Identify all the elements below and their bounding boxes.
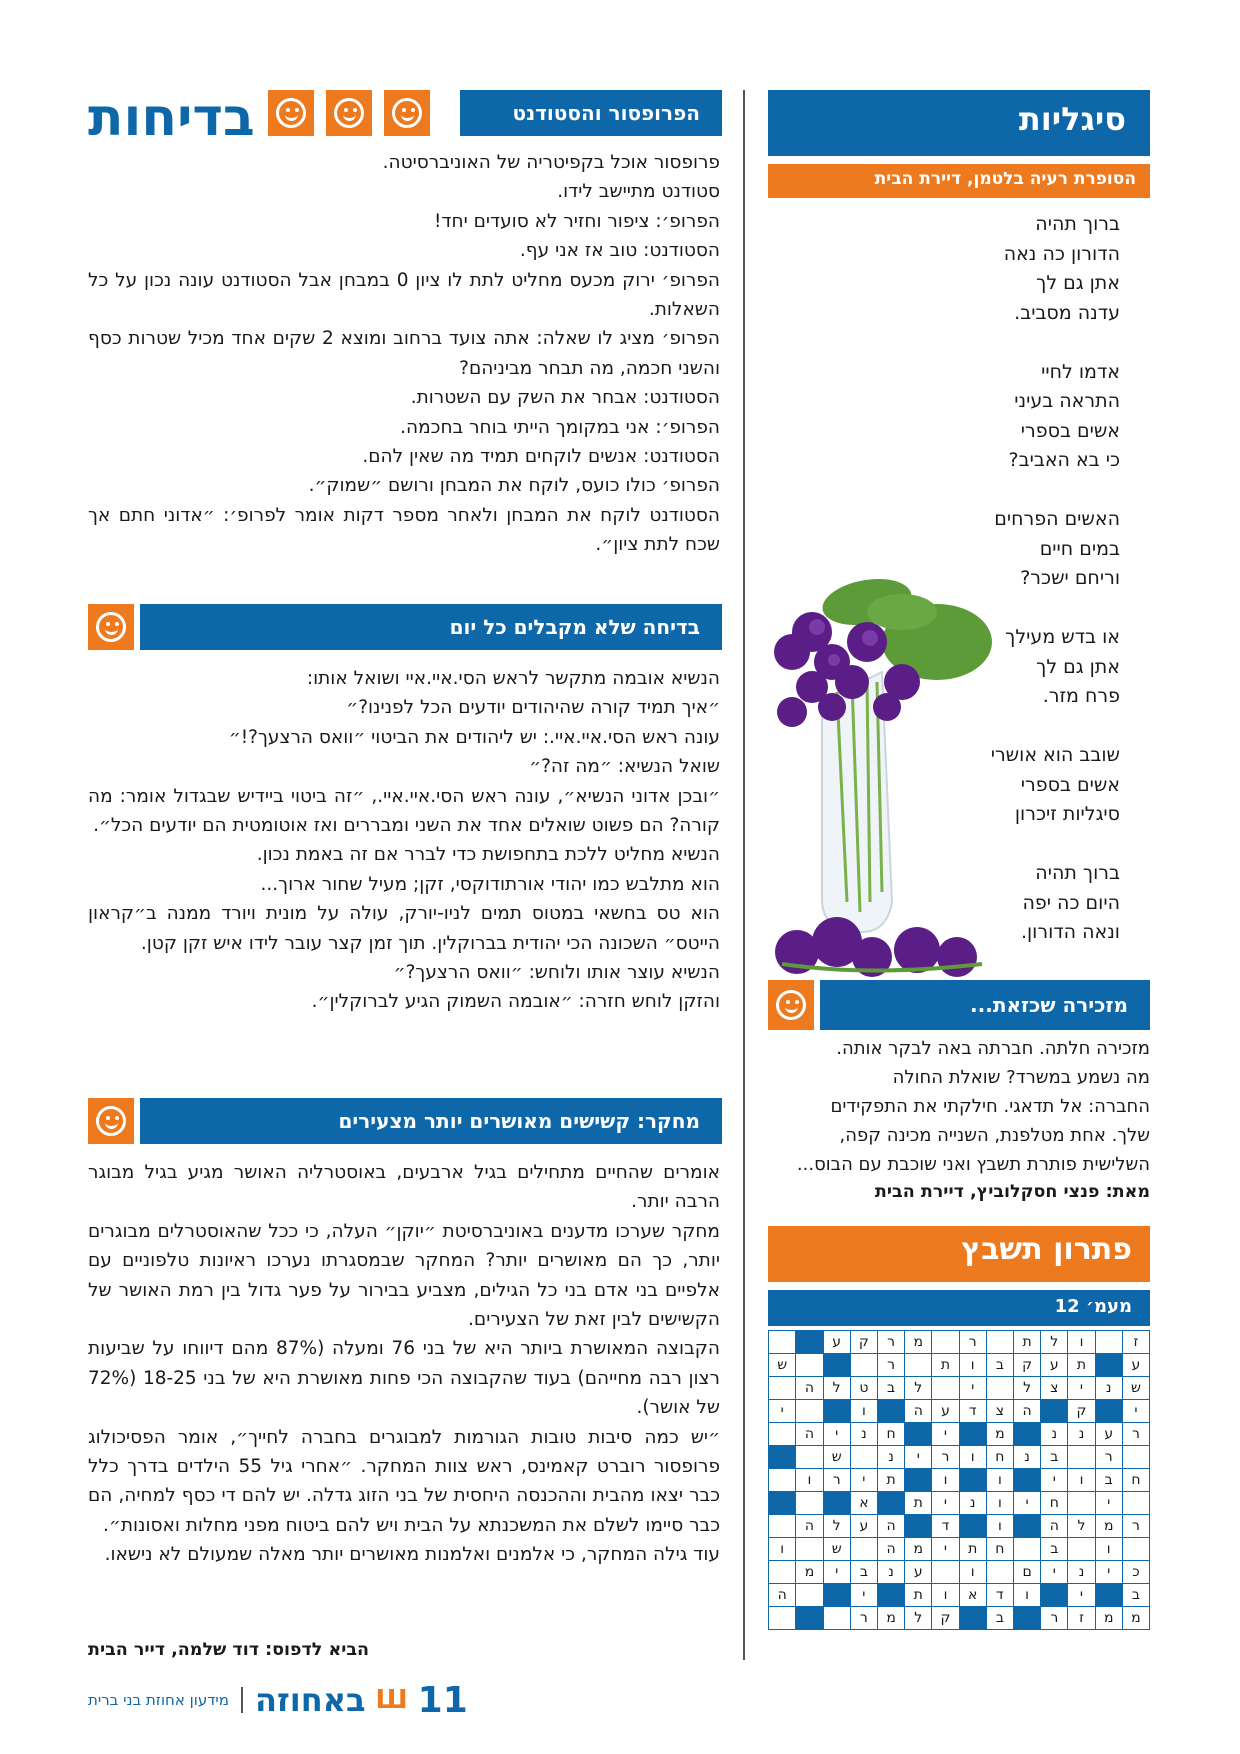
poem-line: ברוך תהיה	[1035, 862, 1120, 884]
crossword-cell	[769, 1515, 796, 1538]
crossword-cell	[932, 1377, 959, 1400]
crossword-cell	[905, 1354, 932, 1377]
crossword-cell: ו	[1013, 1584, 1040, 1607]
crossword-row	[769, 1584, 1150, 1607]
crossword-cell	[1095, 1354, 1122, 1377]
crossword-cell: ו	[796, 1469, 823, 1492]
text-line: הפרופ׳ ירוק מכעס מחליט לתת לו ציון 0 במבחן אבל הסטודנט עונה נכון על כל השאלות.	[88, 269, 721, 321]
text-line: ״יש כמה סיבות טובות הגורמות למבוגרים בחברה לחייך״, אומר הפסיכולוג פרופסור רוברט קאמינס, ראש צוות המחקר. ״אחרי גיל 55 הילדים בדרך כלל כבר יצאו מהבית וההכנסה היחסית של בני הזוג גדלה. יש להם די כסף למחיה, הם כבר סיימו לשלם את המשכנתא על הבית ויש להם ביטוח מפני מחלות ואסונות״.	[88, 1426, 720, 1536]
crossword-cell: ר	[1095, 1446, 1122, 1469]
smiley-icon	[768, 980, 814, 1030]
poem-line: עדנה מסביב.	[1014, 301, 1120, 324]
crossword-cell: ש	[823, 1538, 850, 1561]
section-header-research: מחקר: קשישים מאושרים יותר מצעירים	[140, 1098, 722, 1144]
crossword-cell: ע	[905, 1561, 932, 1584]
text-line: ״ובכן אדוני הנשיא״, עונה ראש הסי.איי.איי., ״זה ביטוי ביידיש שבגדול אומר: מה קורה? הם פשוט שואלים אחד את השני ומבררים ואז אוטומטית הם יודעים הכל״.	[88, 785, 720, 837]
crossword-cell	[1122, 1492, 1149, 1515]
text-line: עוד גילה המחקר, כי אלמנים ואלמנות מאושרים יותר מאלה שמעולם לא נישאו.	[104, 1544, 720, 1566]
crossword-cell: י	[769, 1400, 796, 1423]
crossword-cell	[769, 1607, 796, 1630]
crossword-cell: ד	[959, 1400, 986, 1423]
crossword-cell	[796, 1584, 823, 1607]
text-line: הפרופ׳: ציפור וחזיר לא סועדים יחד!	[433, 210, 720, 232]
text-line: הנשיא אובמה מתקשר לראש הסי.איי.איי ושואל אותו:	[306, 668, 720, 689]
crossword-cell: נ	[1068, 1423, 1095, 1446]
poem-line: שובב הוא אושרי	[990, 744, 1120, 766]
crossword-cell: מ	[1095, 1515, 1122, 1538]
crossword-cell: ו	[1068, 1331, 1095, 1354]
crossword-cell	[1041, 1584, 1068, 1607]
footer-divider	[241, 1687, 243, 1713]
crossword-cell	[769, 1377, 796, 1400]
crossword-cell: ו	[932, 1469, 959, 1492]
crossword-cell: ל	[823, 1377, 850, 1400]
crossword-cell: נ	[1013, 1446, 1040, 1469]
crossword-cell	[1095, 1331, 1122, 1354]
text-line: אומרים שהחיים מתחילים בגיל ארבעים, באוסטרליה האושר מגיע בגיל מבוגר הרבה יותר.	[88, 1162, 720, 1213]
crossword-cell	[796, 1354, 823, 1377]
crossword-cell: ד	[986, 1584, 1013, 1607]
text-line: הסטודנט: טוב אז אני עף.	[519, 240, 720, 262]
crossword-cell: מ	[796, 1561, 823, 1584]
text-line: הוא טס בחשאי במטוס תמים לניו-יורק, עולה על מונית ויורד ממנה ב״קראון הייטס״ השכונה הכי יהודית בברוקלין. תוך זמן קצר עובר לידו איש זקן קטן.	[88, 903, 720, 954]
crossword-title-bar	[768, 1226, 1150, 1282]
crossword-cell	[796, 1538, 823, 1561]
crossword-cell: י	[1068, 1377, 1095, 1400]
crossword-cell: א	[850, 1492, 877, 1515]
text-line: מה נשמע במשרד? שואלת החולה	[892, 1067, 1150, 1088]
poem-line: פרח מזר.	[1042, 685, 1120, 707]
crossword-cell	[850, 1538, 877, 1561]
crossword-row	[769, 1492, 1150, 1515]
crossword-cell: ם	[1013, 1561, 1040, 1584]
crossword-cell: ה	[1013, 1400, 1040, 1423]
secretary-credit: מאת: פנצי חסקלוביץ, דיירת הבית	[874, 1182, 1150, 1202]
crossword-cell: י	[959, 1377, 986, 1400]
crossword-cell: ל	[1041, 1331, 1068, 1354]
crossword-cell: נ	[1095, 1377, 1122, 1400]
crossword-cell: ו	[1068, 1469, 1095, 1492]
crossword-cell	[823, 1492, 850, 1515]
crossword-cell: ה	[769, 1584, 796, 1607]
text-line: מחקר שערכו מדענים באוניברסיטת ״יוקן״ העלה, כי ככל שהאוסטרלים מבוגרים יותר, כך הם מאושרים יותר? המחקר שבמסגרתו נערכו ראיונות טלפוניים עם אלפיים בני אדם בני כל הגילים, מצביע בבירור על פער גדול בין רמת האושר של הקשישים לבין זאת של הצעירים.	[88, 1220, 720, 1331]
poem-line: וריחם ישכר?	[1020, 567, 1120, 589]
text-line: הפרופ׳ מציג לו שאלה: אתה צועד ברחוב ומוצא 2 שקים אחד מכיל שטרות כסף והשני חכמה, מה תבחר מביניהם?	[88, 328, 721, 379]
crossword-cell: ו	[850, 1400, 877, 1423]
crossword-cell: מ	[905, 1331, 932, 1354]
crossword-cell: י	[850, 1584, 877, 1607]
crossword-cell	[1013, 1538, 1040, 1561]
crossword-cell: י	[850, 1469, 877, 1492]
crossword-cell: מ	[877, 1607, 904, 1630]
poem-line: היום כה יפה	[1022, 891, 1120, 914]
crossword-cell: י	[905, 1446, 932, 1469]
smiley-icon	[326, 90, 372, 136]
crossword-row	[769, 1400, 1150, 1423]
smiley-icon	[88, 604, 134, 650]
poem-line: התראה בעיני	[1014, 390, 1120, 412]
crossword-cell	[905, 1515, 932, 1538]
poem-stanza	[991, 210, 1120, 328]
smiley-icon	[384, 90, 430, 136]
crossword-cell: נ	[959, 1492, 986, 1515]
crossword-cell: ו	[986, 1515, 1013, 1538]
crossword-cell: ב	[1041, 1446, 1068, 1469]
crossword-cell: ח	[877, 1423, 904, 1446]
crossword-cell: נ	[877, 1446, 904, 1469]
crossword-cell: ל	[905, 1377, 932, 1400]
crossword-cell: ת	[905, 1492, 932, 1515]
crossword-row	[769, 1423, 1150, 1446]
crossword-cell: ה	[1041, 1515, 1068, 1538]
crossword-cell: ה	[796, 1423, 823, 1446]
crossword-cell	[1013, 1515, 1040, 1538]
crossword-cell	[959, 1515, 986, 1538]
crossword-cell	[986, 1561, 1013, 1584]
text-line: הנשיא עוצר אותו ולוחש: ״וואס הרצעך?״	[393, 962, 720, 984]
poem-line: סיגליות זיכרון	[1014, 803, 1120, 825]
crossword-cell	[1095, 1584, 1122, 1607]
crossword-cell	[769, 1561, 796, 1584]
footer	[88, 1680, 468, 1720]
poem-line: אשים בספרי	[1020, 419, 1120, 442]
crossword-cell: ע	[823, 1331, 850, 1354]
poem-line: במים חיים	[1039, 537, 1120, 560]
text-line: הנשיא מחליט ללכת בתחפושת כדי לברר אם זה באמת נכון.	[256, 844, 720, 866]
crossword-cell	[959, 1469, 986, 1492]
crossword-cell: ר	[959, 1331, 986, 1354]
crossword-cell	[823, 1607, 850, 1630]
crossword-cell: ת	[905, 1584, 932, 1607]
text-line: מזכירה חלתה. חברתה באה לבקר אותה.	[836, 1038, 1150, 1059]
crossword-cell: י	[1013, 1492, 1040, 1515]
crossword-cell: ק	[1068, 1400, 1095, 1423]
crossword-cell: ו	[932, 1584, 959, 1607]
poem-title-bar	[768, 90, 1150, 156]
crossword-row	[769, 1469, 1150, 1492]
crossword-cell: צ	[986, 1400, 1013, 1423]
crossword-cell: ר	[932, 1446, 959, 1469]
crossword-cell	[1095, 1400, 1122, 1423]
crossword-cell: י	[1041, 1469, 1068, 1492]
smiley-icon	[268, 90, 314, 136]
crossword-cell: ב	[986, 1607, 1013, 1630]
poem-stanza	[991, 358, 1120, 476]
crossword-cell: ע	[932, 1400, 959, 1423]
text-line: הסטודנט: אבחר את השק עם השטרות.	[410, 387, 720, 409]
poem-line: או בדש מעילך	[1005, 626, 1120, 648]
text-line: הקבוצה המאושרת ביותר היא של בני 76 ומעלה (87% מהם דיווחו על שביעות רצון רבה מחייהם) בעוד שהקבוצה הכי פחות מאושרת היא של בני 18-25 (72% של אושר).	[88, 1338, 720, 1419]
crossword-title: פתרון תשבץ	[961, 1232, 1132, 1267]
poem-line: אתן גם לך	[1036, 655, 1120, 678]
text-line: הסטודנט לוקח את המבחן ולאחר מספר דקות אומר לפרופ׳: ״אדוני חתם אך שכח לתת ציון״.	[88, 504, 720, 556]
crossword-cell: ו	[986, 1469, 1013, 1492]
crossword-cell: ח	[986, 1538, 1013, 1561]
brand-logo: באחוזה	[254, 1681, 366, 1719]
crossword-cell: ע	[850, 1515, 877, 1538]
crossword-cell: ב	[1095, 1469, 1122, 1492]
crossword-cell: ל	[1068, 1515, 1095, 1538]
crossword-cell: ב	[986, 1354, 1013, 1377]
crossword-cell	[877, 1584, 904, 1607]
crossword-cell: ת	[959, 1538, 986, 1561]
crossword-cell: ב	[877, 1377, 904, 1400]
column-divider	[743, 90, 745, 1660]
crossword-cell	[932, 1561, 959, 1584]
crossword-cell: י	[1095, 1561, 1122, 1584]
crossword-cell: נ	[850, 1423, 877, 1446]
crossword-cell: ש	[823, 1446, 850, 1469]
poem-byline: הסופרת רעיה בלטמן, דיירת הבית	[874, 169, 1136, 189]
crossword-cell: ב	[850, 1561, 877, 1584]
crossword-cell: ד	[932, 1515, 959, 1538]
section-header-professor: הפרופסור והסטודנט	[460, 90, 722, 136]
crossword-grid	[768, 1330, 1150, 1630]
obama-joke-text	[88, 664, 720, 1017]
crossword-cell: ת	[877, 1469, 904, 1492]
crossword-cell: ה	[796, 1377, 823, 1400]
crossword-cell: י	[1041, 1561, 1068, 1584]
crossword-cell: כ	[1122, 1561, 1149, 1584]
text-line: החברה: אל תדאגי. חילקתי את התפקידים	[830, 1096, 1150, 1117]
crossword-cell: ר	[1122, 1423, 1149, 1446]
crossword-cell	[796, 1400, 823, 1423]
crossword-cell: ח	[1041, 1492, 1068, 1515]
crossword-cell: ה	[905, 1400, 932, 1423]
crossword-cell	[769, 1492, 796, 1515]
crossword-cell	[769, 1469, 796, 1492]
crossword-cell: א	[959, 1584, 986, 1607]
crossword-cell: צ	[1041, 1377, 1068, 1400]
crossword-cell: ז	[1068, 1607, 1095, 1630]
crossword-cell: ו	[986, 1492, 1013, 1515]
poem-line: האשים הפרחים	[994, 508, 1120, 530]
text-line: השלישית פותרת תשבץ ואני שוכבת עם הבוס...	[796, 1154, 1150, 1175]
crossword-cell: ת	[1013, 1331, 1040, 1354]
poem-line: אדמו לחיי	[1041, 360, 1120, 383]
crossword-cell: ש	[769, 1354, 796, 1377]
poem-title: סיגליות	[1018, 100, 1126, 138]
crossword-cell: ח	[1122, 1469, 1149, 1492]
crossword-cell: מ	[986, 1423, 1013, 1446]
crossword-cell: מ	[1122, 1607, 1149, 1630]
secretary-header: מזכירה שכזאת...	[820, 980, 1150, 1030]
crossword-cell: י	[1122, 1400, 1149, 1423]
poem-line: כי בא האביב?	[1008, 449, 1120, 471]
page-title: בדיחות	[88, 88, 255, 148]
text-line: ״איך תמיד קורה שהיהודים יודעים הכל לפנינו?״	[346, 697, 720, 719]
crossword-cell: ה	[796, 1515, 823, 1538]
crossword-cell	[1013, 1607, 1040, 1630]
crossword-cell: ע	[1122, 1354, 1149, 1377]
crossword-cell: ר	[877, 1354, 904, 1377]
crossword-cell	[1068, 1446, 1095, 1469]
crossword-cell: י	[1068, 1584, 1095, 1607]
poem-line: ונאה הדורון.	[1020, 921, 1120, 943]
crossword-cell: ת	[1068, 1354, 1095, 1377]
crossword-cell	[769, 1423, 796, 1446]
crossword-cell	[796, 1492, 823, 1515]
crossword-cell: ר	[850, 1607, 877, 1630]
page-number: 11	[417, 1679, 468, 1721]
crossword-cell: ח	[986, 1446, 1013, 1469]
professor-joke-text	[88, 148, 720, 560]
crossword-cell	[959, 1607, 986, 1630]
crossword-row	[769, 1515, 1150, 1538]
poem-line: אתן גם לך	[1036, 272, 1120, 294]
crossword-cell: ע	[1095, 1423, 1122, 1446]
crossword-cell: י	[932, 1492, 959, 1515]
crossword-cell: ו	[959, 1354, 986, 1377]
crossword-cell	[850, 1354, 877, 1377]
crossword-cell	[1122, 1538, 1149, 1561]
crossword-cell: נ	[1068, 1561, 1095, 1584]
crossword-cell: ע	[1041, 1354, 1068, 1377]
research-text	[88, 1158, 720, 1570]
menorah-icon: Ш	[375, 1685, 408, 1715]
crossword-cell	[1122, 1446, 1149, 1469]
text-line: שלך. אחת מטלפנת, השנייה מכינה קפה,	[839, 1125, 1150, 1146]
poem-byline-bar	[768, 164, 1150, 198]
crossword-cell: ר	[877, 1331, 904, 1354]
text-line: הוא מתלבש כמו יהודי אורתודוקסי, זקן; מעיל שחור ארוך...	[260, 873, 720, 895]
crossword-cell	[905, 1423, 932, 1446]
poem-line: הדורון כה נאה	[1003, 242, 1120, 265]
crossword-cell: ר	[1122, 1515, 1149, 1538]
research-credit: הביא לדפוס: דוד שלמה, דייר הבית	[88, 1640, 370, 1660]
crossword-cell: י	[823, 1561, 850, 1584]
crossword-cell	[877, 1492, 904, 1515]
crossword-cell	[796, 1331, 823, 1354]
crossword-cell	[796, 1607, 823, 1630]
section-header-daily-joke: בדיחה שלא מקבלים כל יום	[140, 604, 722, 650]
text-line: והזקן לוחש חזרה: ״אובמה השמוק הגיע לברוקלין״.	[311, 991, 720, 1013]
crossword-cell: ל	[823, 1515, 850, 1538]
crossword-row	[769, 1331, 1150, 1354]
crossword-cell: ז	[1122, 1331, 1149, 1354]
crossword-cell: י	[1095, 1492, 1122, 1515]
crossword-cell	[823, 1354, 850, 1377]
crossword-cell	[986, 1331, 1013, 1354]
text-line: הפרופ׳ כולו כועס, לוקח את המבחן ורושם ״שמוק״.	[308, 475, 720, 497]
crossword-cell: ק	[850, 1331, 877, 1354]
crossword-cell: ל	[905, 1607, 932, 1630]
crossword-subtitle: מעמ׳ 12	[1054, 1296, 1132, 1317]
crossword-cell: ה	[877, 1515, 904, 1538]
crossword-cell: י	[932, 1423, 959, 1446]
crossword-cell	[796, 1446, 823, 1469]
crossword-cell: ה	[877, 1538, 904, 1561]
crossword-cell: ו	[959, 1446, 986, 1469]
crossword-cell: י	[823, 1423, 850, 1446]
poem-line: ברוך תהיה	[1035, 213, 1120, 235]
crossword-cell: ל	[1013, 1377, 1040, 1400]
smiley-icon	[88, 1098, 134, 1144]
text-line: סטודנט מתיישב לידו.	[557, 181, 720, 203]
crossword-row	[769, 1538, 1150, 1561]
crossword-cell: ב	[1041, 1538, 1068, 1561]
crossword-cell	[1013, 1423, 1040, 1446]
crossword-cell: ק	[1013, 1354, 1040, 1377]
crossword-cell: ר	[823, 1469, 850, 1492]
text-line: עונה ראש הסי.איי.איי.: יש ליהודים את הביטוי ״וואס הרצעך?!״	[228, 726, 720, 748]
crossword-cell	[1068, 1492, 1095, 1515]
text-line: פרופסור אוכל בקפיטריה של האוניברסיטה.	[382, 152, 720, 173]
text-line: הסטודנט: אנשים לוקחים תמיד מה שאין להם.	[362, 446, 720, 468]
crossword-subtitle-bar	[768, 1290, 1150, 1326]
crossword-cell	[769, 1446, 796, 1469]
crossword-cell	[905, 1469, 932, 1492]
crossword-cell	[877, 1400, 904, 1423]
crossword-cell	[1068, 1538, 1095, 1561]
crossword-row	[769, 1377, 1150, 1400]
crossword-row	[769, 1354, 1150, 1377]
crossword-cell	[959, 1423, 986, 1446]
crossword-cell: ט	[850, 1377, 877, 1400]
crossword-row	[769, 1607, 1150, 1630]
poem-line: אשים בספרי	[1020, 773, 1120, 796]
crossword-cell	[986, 1377, 1013, 1400]
crossword-cell: ש	[1122, 1377, 1149, 1400]
crossword-cell	[769, 1331, 796, 1354]
crossword-cell: י	[932, 1538, 959, 1561]
crossword-cell: נ	[1041, 1423, 1068, 1446]
crossword-cell	[823, 1584, 850, 1607]
crossword-row	[769, 1446, 1150, 1469]
footer-tagline: מידעון אחוזת בני ברית	[88, 1691, 229, 1709]
crossword-cell	[823, 1400, 850, 1423]
text-line: הפרופ׳: אני במקומך הייתי בוחר בחכמה.	[400, 416, 720, 438]
text-line: שואל הנשיא: ״מה זה?״	[529, 756, 720, 778]
violets-illustration	[752, 572, 1052, 982]
crossword-cell: ת	[932, 1354, 959, 1377]
crossword-cell	[1013, 1469, 1040, 1492]
crossword-cell: נ	[877, 1561, 904, 1584]
crossword-cell: מ	[905, 1538, 932, 1561]
secretary-joke-text	[768, 1034, 1150, 1179]
crossword-cell: ו	[769, 1538, 796, 1561]
crossword-cell: מ	[1095, 1607, 1122, 1630]
crossword-cell	[932, 1331, 959, 1354]
crossword-row	[769, 1561, 1150, 1584]
crossword-cell: ו	[1095, 1538, 1122, 1561]
crossword-cell: ו	[959, 1561, 986, 1584]
crossword-cell: ק	[932, 1607, 959, 1630]
crossword-cell	[1041, 1400, 1068, 1423]
crossword-cell: ר	[1041, 1607, 1068, 1630]
crossword-cell	[850, 1446, 877, 1469]
crossword-cell: ב	[1122, 1584, 1149, 1607]
